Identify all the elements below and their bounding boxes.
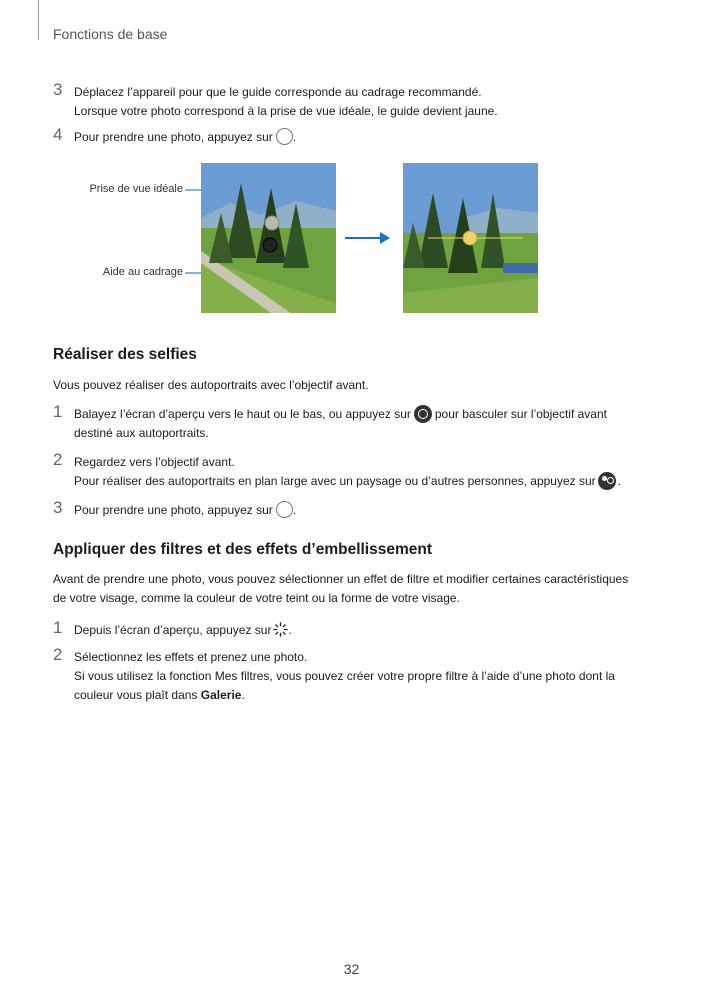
filter-step-1: [53, 618, 292, 640]
selfie-step-3: [53, 498, 297, 520]
step-number: 1: [53, 402, 63, 421]
step-text: Balayez l’écran d’aperçu vers le haut ou le bas, ou appuyez sur: [74, 407, 411, 421]
step-number: 4: [53, 125, 63, 144]
preview-photo-after: [403, 163, 538, 313]
step-text-after: .: [288, 623, 292, 637]
preview-photo-before: [201, 163, 336, 313]
step-text-after: .: [617, 474, 621, 488]
step-number: 1: [53, 618, 63, 637]
step-text: Pour prendre une photo, appuyez sur: [74, 503, 273, 517]
step-text-c: destiné aux autoportraits.: [74, 426, 209, 440]
step-line-1: Regardez vers l’objectif avant.: [74, 455, 235, 469]
label-frame-guide: Aide au cadrage: [102, 266, 183, 278]
step-number: 2: [53, 645, 63, 664]
step-number: 2: [53, 450, 63, 469]
intro-line-2: de votre visage, comme la couleur de votre teint ou la forme de votre visage.: [53, 591, 460, 605]
filters-sparkle-icon: [273, 622, 288, 637]
step-text-after: .: [292, 503, 297, 517]
step-number: 3: [53, 80, 63, 99]
step-text: Pour prendre une photo, appuyez sur: [74, 130, 273, 144]
step-text-b: pour basculer sur l’objectif avant: [434, 407, 607, 421]
gallery-app-name: Galerie: [200, 688, 242, 702]
label-ideal-shot: Prise de vue idéale: [89, 183, 183, 195]
selfie-step-2: [53, 450, 621, 491]
step-line-2: Pour réaliser des autoportraits en plan large avec un paysage ou d’autres personnes, appuyez sur: [74, 474, 596, 488]
step-number: 3: [53, 498, 63, 517]
step-line-2: Lorsque votre photo correspond à la prise de vue idéale, le guide devient jaune.: [74, 104, 498, 118]
selfie-step-1: [53, 402, 607, 443]
section-title-filters: Appliquer des filtres et des effets d’embellissement: [53, 541, 433, 558]
filters-intro: [53, 570, 653, 608]
section-title-selfies: Réaliser des selfies: [53, 346, 197, 363]
selfies-intro: Vous pouvez réaliser des autoportraits avec l’objectif avant.: [53, 378, 369, 392]
step-line-1: Déplacez l’appareil pour que le guide corresponde au cadrage recommandé.: [74, 85, 482, 99]
step-text: Depuis l’écran d’aperçu, appuyez sur: [74, 623, 272, 637]
step-line-3c: .: [241, 688, 245, 702]
page-number: 32: [343, 961, 360, 977]
chapter-title: Fonctions de base: [53, 26, 168, 42]
filter-step-2: [53, 645, 615, 705]
intro-line-1: Avant de prendre une photo, vous pouvez sélectionner un effet de filtre et modifier certaines caractéristiques: [53, 572, 629, 586]
switch-camera-icon: [414, 405, 432, 423]
shutter-button-icon: [276, 501, 293, 518]
step-line-1: Sélectionnez les effets et prenez une photo.: [74, 650, 308, 664]
step-line-3a: couleur vous plaît dans: [74, 688, 198, 702]
step-line-2: Si vous utilisez la fonction Mes filtres, vous pouvez créer votre propre filtre à l’aide d’une photo dont la: [74, 669, 615, 683]
wide-selfie-icon: [598, 472, 616, 490]
step-text-after: .: [292, 130, 297, 144]
